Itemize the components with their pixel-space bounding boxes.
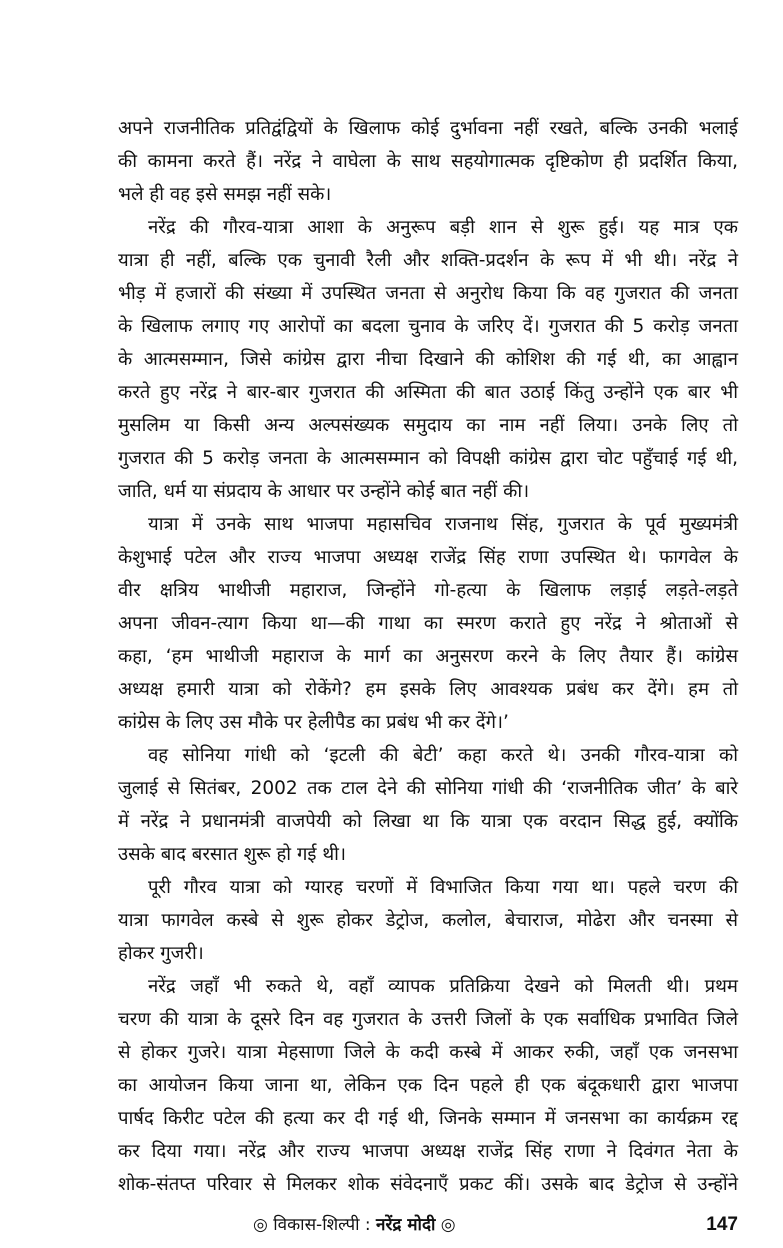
paragraph bbox=[118, 970, 738, 1201]
text-line: अध्यक्ष हमारी यात्रा को रोकेंगे? हम इसके लिए आवश्यक प्रबंध कर देंगे। हम तो bbox=[118, 679, 738, 700]
text-line: वह सोनिया गांधी को ‘इटली की बेटी’ कहा करते थे। उनकी गौरव-यात्रा को bbox=[148, 745, 738, 766]
book-title: विकास-शिल्पी : bbox=[273, 1215, 371, 1235]
text-line: पार्षद किरीट पटेल की हत्या कर दी गई थी, जिनके सम्मान में जनसभा का कार्यक्रम रद्द bbox=[118, 1108, 738, 1129]
text-line: के आत्मसम्मान, जिसे कांग्रेस द्वारा नीचा दिखाने की कोशिश की गई थी, का आह्वान bbox=[118, 349, 738, 370]
text-line: नरेंद्र जहाँ भी रुकते थे, वहाँ व्यापक प्रतिक्रिया देखने को मिलती थी। प्रथम bbox=[148, 976, 738, 997]
text-line: होकर गुजरी। bbox=[118, 943, 204, 964]
text-line: कहा, ‘हम भाथीजी महाराज के मार्ग का अनुसरण करने के लिए तैयार हैं। कांग्रेस bbox=[118, 646, 738, 667]
text-line: भले ही वह इसे समझ नहीं सके। bbox=[118, 184, 332, 205]
text-line: शोक-संतप्त परिवार से मिलकर शोक संवेदनाएँ प्रकट कीं। उसके बाद डेट्रोज से उन्होंने bbox=[118, 1174, 738, 1195]
text-line: केशुभाई पटेल और राज्य भाजपा अध्यक्ष राजेंद्र सिंह राणा उपस्थित थे। फागवेल के bbox=[118, 547, 738, 568]
paragraph bbox=[118, 211, 738, 508]
text-line: नरेंद्र की गौरव-यात्रा आशा के अनुरूप बड़ी शान से शुरू हुई। यह मात्र एक bbox=[148, 217, 738, 238]
text-line: यात्रा फागवेल कस्बे से शुरू होकर डेट्रोज, कलोल, बेचाराज, मोढेरा और चनस्मा से bbox=[118, 910, 738, 931]
text-line: जुलाई से सितंबर, 2002 तक टाल देने की सोनिया गांधी की ‘राजनीतिक जीत’ के बारे bbox=[118, 778, 738, 799]
ornament-icon: ◎ bbox=[440, 1215, 456, 1235]
running-footer bbox=[253, 1210, 456, 1240]
page-number: 147 bbox=[706, 1214, 738, 1235]
ornament-icon: ◎ bbox=[253, 1215, 268, 1235]
text-line: मुसलिम या किसी अन्य अल्पसंख्यक समुदाय का नाम नहीं लिया। उनके लिए तो bbox=[118, 415, 738, 436]
page-body bbox=[118, 112, 738, 1201]
text-line: में नरेंद्र ने प्रधानमंत्री वाजपेयी को लिखा था कि यात्रा एक वरदान सिद्ध हुई, क्योंकि bbox=[118, 811, 738, 832]
paragraph bbox=[118, 871, 738, 970]
text-line: कांग्रेस के लिए उस मौके पर हेलीपैड का प्रबंध भी कर देंगे।’ bbox=[118, 712, 509, 733]
paragraph bbox=[118, 112, 738, 211]
text-line: कर दिया गया। नरेंद्र और राज्य भाजपा अध्यक्ष राजेंद्र सिंह राणा ने दिवंगत नेता के bbox=[118, 1141, 738, 1162]
text-line: अपना जीवन-त्याग किया था—की गाथा का स्मरण कराते हुए नरेंद्र ने श्रोताओं से bbox=[118, 613, 738, 634]
paragraph bbox=[118, 508, 738, 739]
paragraph bbox=[118, 739, 738, 871]
text-line: गुजरात की 5 करोड़ जनता के आत्मसम्मान को विपक्षी कांग्रेस द्वारा चोट पहुँचाई गई थी, bbox=[118, 448, 738, 469]
text-line: उसके बाद बरसात शुरू हो गई थी। bbox=[118, 844, 346, 865]
text-line: के खिलाफ लगाए गए आरोपों का बदला चुनाव के जरिए दें। गुजरात की 5 करोड़ जनता bbox=[118, 316, 738, 337]
author-name: नरेंद्र मोदी bbox=[376, 1215, 436, 1235]
text-line: से होकर गुजरे। यात्रा मेहसाणा जिले के कदी कस्बे में आकर रुकी, जहाँ एक जनसभा bbox=[118, 1042, 738, 1063]
text-line: अपने राजनीतिक प्रतिद्वंद्वियों के खिलाफ कोई दुर्भावना नहीं रखते, बल्कि उनकी भलाई bbox=[118, 118, 738, 139]
text-line: भीड़ में हजारों की संख्या में उपस्थित जनता से अनुरोध किया कि वह गुजरात की जनता bbox=[118, 283, 738, 304]
text-line: यात्रा में उनके साथ भाजपा महासचिव राजनाथ सिंह, गुजरात के पूर्व मुख्यमंत्री bbox=[148, 514, 738, 535]
text-line: चरण की यात्रा के दूसरे दिन वह गुजरात के उत्तरी जिलों के एक सर्वाधिक प्रभावित जिले bbox=[118, 1009, 738, 1030]
text-line: पूरी गौरव यात्रा को ग्यारह चरणों में विभाजित किया गया था। पहले चरण की bbox=[148, 877, 738, 898]
text-line: वीर क्षत्रिय भाथीजी महाराज, जिन्होंने गो-हत्या के खिलाफ लड़ाई लड़ते-लड़ते bbox=[118, 580, 738, 601]
text-line: यात्रा ही नहीं, बल्कि एक चुनावी रैली और शक्ति-प्रदर्शन के रूप में भी थी। नरेंद्र ने bbox=[118, 250, 738, 271]
text-line: का आयोजन किया जाना था, लेकिन एक दिन पहले ही एक बंदूकधारी द्वारा भाजपा bbox=[118, 1075, 738, 1096]
text-line: करते हुए नरेंद्र ने बार-बार गुजरात की अस्मिता की बात उठाई किंतु उन्होंने एक बार भी bbox=[118, 382, 738, 403]
text-line: की कामना करते हैं। नरेंद्र ने वाघेला के साथ सहयोगात्मक दृष्टिकोण ही प्रदर्शित किया, bbox=[118, 151, 738, 172]
page-footer bbox=[118, 1210, 738, 1240]
text-line: जाति, धर्म या संप्रदाय के आधार पर उन्होंने कोई बात नहीं की। bbox=[118, 481, 530, 502]
